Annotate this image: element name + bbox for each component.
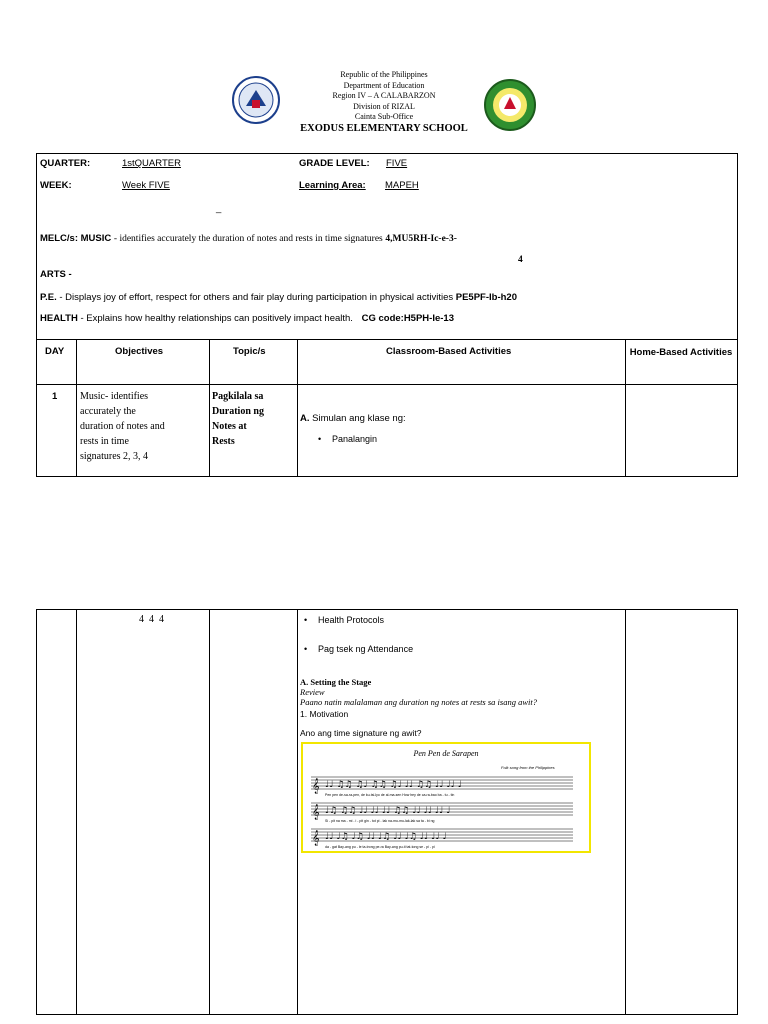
col-header-home-activities: Home-Based Activities <box>629 347 733 358</box>
school-name: EXODUS ELEMENTARY SCHOOL <box>300 123 468 134</box>
pe-competency: - Displays joy of effort, respect for others and fair play during participation in physical activities <box>59 292 454 303</box>
health-competency: - Explains how healthy relationships can positively impact health. <box>80 313 353 324</box>
health-label: HEALTH <box>40 313 78 324</box>
header-line: Region IV – A CALABARZON <box>332 91 436 100</box>
svg-text:𝄞: 𝄞 <box>312 779 320 794</box>
song-lyrics-line: Si - pit na ma - mi - i - pit gin - tot pi - lak na-mu-mu-lak-lak sa ta - bi ng <box>325 819 435 823</box>
svg-text:𝄞: 𝄞 <box>312 831 320 846</box>
song-origin-note: Folk song from the Philippines <box>501 765 555 770</box>
objective-line: signatures 2, 3, 4 <box>80 451 149 462</box>
music-code-sub: 4 <box>518 255 523 265</box>
header-line: Department of Education <box>343 81 425 90</box>
melc-music-line <box>40 233 457 244</box>
objectives-continued: 4 4 4 <box>139 614 164 625</box>
learning-area-value: MAPEH <box>385 180 419 191</box>
song-sheet-image <box>301 742 591 853</box>
grade-level-value: FIVE <box>386 158 408 169</box>
health-line <box>40 313 454 324</box>
music-competency: - identifies accurately the duration of notes and rests in time signatures <box>113 234 383 244</box>
learning-area-label: Learning Area: <box>299 180 366 191</box>
quarter-value: 1stQUARTER <box>122 158 181 169</box>
pe-line <box>40 292 517 303</box>
topic-line: Notes at <box>212 421 247 432</box>
health-code: CG code:H5PH-Ie-13 <box>361 313 454 324</box>
music-label: MUSIC <box>80 233 112 244</box>
col-header-classroom-activities: Classroom-Based Activities <box>386 346 512 357</box>
activity-title: Simulan ang klase ng: <box>312 413 406 424</box>
grade-level-label: GRADE LEVEL: <box>299 158 370 169</box>
music-staff-notation <box>311 773 583 849</box>
header-line: Cainta Sub-Office <box>354 112 414 121</box>
time-signature-question: Ano ang time signature ng awit? <box>300 728 422 738</box>
bullet-attendance: • Pag tsek ng Attendance <box>318 644 413 654</box>
objective-line: duration of notes and <box>80 421 165 432</box>
pe-code: PE5PF-Ib-h20 <box>455 292 517 303</box>
melc-label: MELC/s: <box>40 233 78 244</box>
bullet-panalangin: • Panalangin <box>332 434 377 444</box>
svg-text:♩♩ ♩♫ ♩♫ ♩♩ ♩♫ ♩♩ ♩♫ ♩♩ ♩♩ ♩: ♩♩ ♩♫ ♩♫ ♩♩ ♩♫ ♩♩ ♩♫ ♩♩ ♩♩ ♩ <box>325 832 447 842</box>
arts-label: ARTS - <box>40 269 72 280</box>
pe-label: P.E. <box>40 292 57 303</box>
col-header-topics: Topic/s <box>233 346 266 357</box>
music-code: 4,MU5RH-Ic-e-3- <box>385 234 457 244</box>
song-lyrics-line: da - gat Bay-ang pu - le ta-trong pe-ra Bay-ang pu-ti tat-tong se - pi - pi <box>325 845 435 849</box>
col-header-day: DAY <box>45 346 65 357</box>
objective-line: Music- identifies <box>80 391 149 402</box>
week-value: Week FIVE <box>122 180 170 191</box>
day-number: 1 <box>52 391 58 402</box>
week-label: WEEK: <box>40 180 72 191</box>
objective-line: rests in time <box>80 436 129 447</box>
svg-text:𝄞: 𝄞 <box>312 805 320 820</box>
activity-letter: A. <box>300 413 310 424</box>
song-lyrics-line: Pen pen de-sa-ra-pen, de ku-tsi-lyo de al-ma-sen How hey de ca-ra-bao ba - tu - tin <box>325 793 455 797</box>
motivation-label: 1. Motivation <box>300 709 349 719</box>
col-header-objectives: Objectives <box>115 346 164 357</box>
objectives-cell <box>80 389 165 464</box>
song-title: Pen Pen de Sarapen <box>413 749 479 758</box>
topic-line: Duration ng <box>212 406 264 417</box>
review-label: Review <box>300 687 325 697</box>
objective-line: accurately the <box>80 406 136 417</box>
svg-text:♩♫ ♫♫ ♩♩ ♩♩ ♩♩ ♫♫ ♩♩ ♩♩ ♩♩ ♩: ♩♫ ♫♫ ♩♩ ♩♩ ♩♩ ♫♫ ♩♩ ♩♩ ♩♩ ♩ <box>325 806 451 816</box>
setting-stage-heading: A. Setting the Stage <box>300 677 372 687</box>
review-question: Paano natin malalaman ang duration ng notes at rests sa isang awit? <box>300 697 537 707</box>
header-line: Republic of the Philippines <box>340 70 428 79</box>
quarter-label: QUARTER: <box>40 158 91 169</box>
bullet-health-protocols: • Health Protocols <box>318 615 384 625</box>
topic-cell <box>212 389 264 449</box>
blank-underscore: _ <box>216 203 222 214</box>
topic-line: Pagkilala sa <box>212 391 264 402</box>
topic-line: Rests <box>212 436 235 447</box>
activity-heading <box>300 413 406 424</box>
header-line: Division of RIZAL <box>353 102 415 111</box>
svg-text:♩♩ ♫♫ ♫♩ ♫♫ ♫♩ ♩♩ ♫♫ ♩♩ ♩♩ ♩: ♩♩ ♫♫ ♫♩ ♫♫ ♫♩ ♩♩ ♫♫ ♩♩ ♩♩ ♩ <box>325 780 462 790</box>
